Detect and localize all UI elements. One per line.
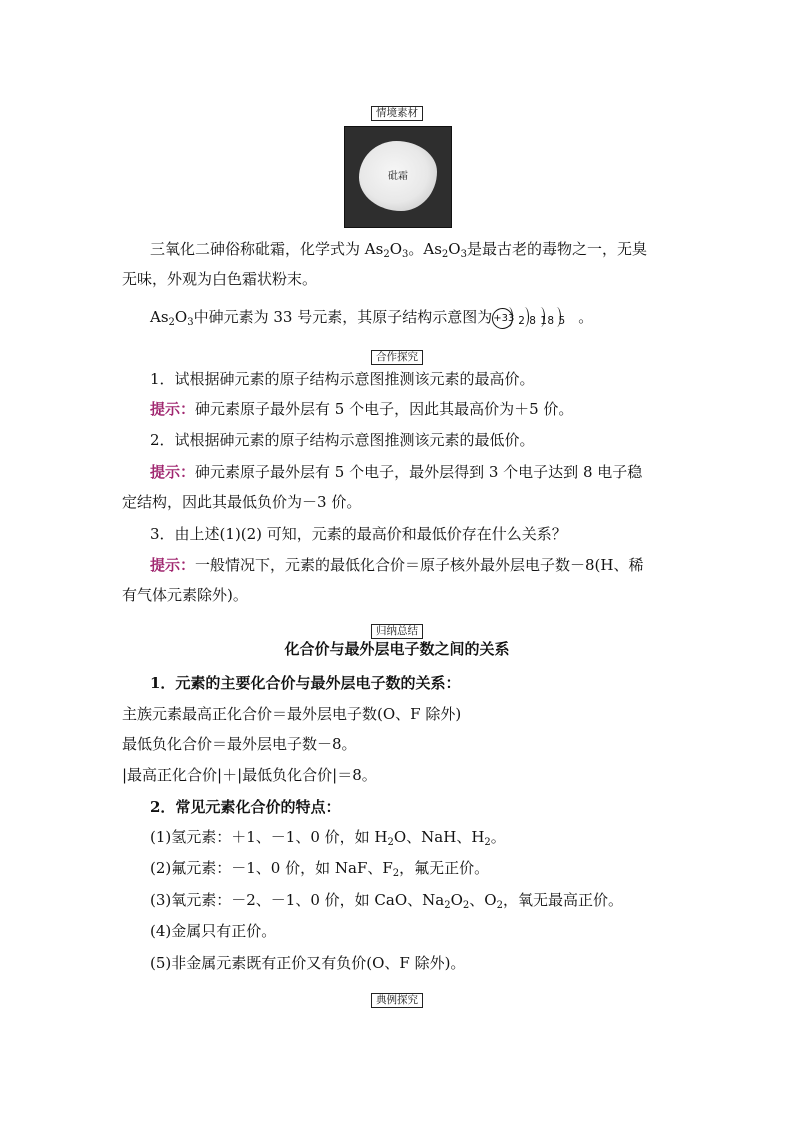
atom-nucleus: +33 xyxy=(492,308,513,329)
summary-item-nonmetals: (5)非金属元素既有正价又有负价(O、F 除外)。 xyxy=(150,954,466,972)
section-label-summary: 归纳总结 xyxy=(0,619,794,639)
answer-2-line1: 提示：砷元素原子最外层有 5 个电子，最外层得到 3 个电子达到 8 电子稳 xyxy=(150,463,643,481)
summary-item-metals: (4)金属只有正价。 xyxy=(150,922,277,940)
answer-3-line1: 提示：一般情况下，元素的最低化合价＝原子核外最外层电子数－8(H、稀 xyxy=(150,556,644,574)
question-3: 3．由上述(1)(2) 可知，元素的最高价和最低价存在什么关系？ xyxy=(150,525,567,543)
hint-label: 提示： xyxy=(150,463,196,481)
summary-item-hydrogen: (1)氢元素：＋1、－1、0 价，如 $H_2O$、NaH、$H_2$。 xyxy=(150,828,506,848)
hint-label: 提示： xyxy=(150,556,196,574)
summary-rule-3: |最高正化合价|＋|最低负化合价|＝8。 xyxy=(122,766,377,784)
summary-heading-2: 2．常见元素化合价的特点： xyxy=(150,798,341,816)
summary-item-oxygen: (3)氧元素：－2、－1、0 价，如 CaO、$Na_2O_2$、$O_2$，氧无最高正价。 xyxy=(150,891,623,911)
intro-paragraph-line1: 三氧化二砷俗称砒霜，化学式为 $As_2O_3$。$As_2O_3$是最古老的毒物之一，无臭 xyxy=(150,240,647,260)
photo-caption: 砒霜 xyxy=(388,171,408,182)
question-1: 1．试根据砷元素的原子结构示意图推测该元素的最高价。 xyxy=(150,370,535,388)
summary-rule-1: 主族元素最高正化合价＝最外层电子数(O、F 除外) xyxy=(122,705,462,723)
summary-heading-1: 1．元素的主要化合价与最外层电子数的关系： xyxy=(150,674,461,692)
answer-3-line2: 有气体元素除外)。 xyxy=(122,586,248,604)
intro-paragraph-line2: 无味，外观为白色霜状粉末。 xyxy=(122,270,318,288)
section-label-scenario: 情境素材 xyxy=(0,101,794,121)
hint-label: 提示： xyxy=(150,400,196,418)
answer-2-line2: 定结构，因此其最低负价为－3 价。 xyxy=(122,493,362,511)
atom-shell-numbers: 2 8 18 5 xyxy=(518,315,566,327)
section-label-explore: 合作探究 xyxy=(0,345,794,365)
intro-atom-line: $As_2O_3$中砷元素为 33 号元素，其原子结构示意图为 +33 2 8 18 5 。 xyxy=(150,306,593,329)
atom-structure-diagram xyxy=(492,307,578,329)
summary-item-fluorine: (2)氟元素：－1、0 价，如 NaF、$F_2$，氟无正价。 xyxy=(150,859,490,879)
arsenic-trioxide-photo xyxy=(344,126,452,228)
summary-rule-2: 最低负化合价＝最外层电子数－8。 xyxy=(122,735,357,753)
answer-1: 提示：砷元素原子最外层有 5 个电子，因此其最高价为＋5 价。 xyxy=(150,400,574,418)
section-label-example: 典例探究 xyxy=(0,988,794,1008)
question-2: 2．试根据砷元素的原子结构示意图推测该元素的最低价。 xyxy=(150,431,535,449)
summary-title: 化合价与最外层电子数之间的关系 xyxy=(284,640,510,658)
